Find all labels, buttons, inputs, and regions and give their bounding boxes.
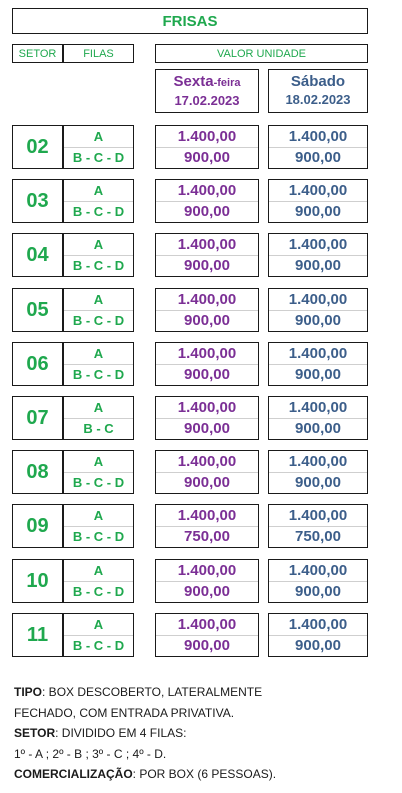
- sexta-price-a: 1.400,00: [156, 343, 258, 365]
- sexta-price-cell: [155, 613, 259, 657]
- table-row: [0, 450, 402, 494]
- sabado-price-cell: [268, 613, 368, 657]
- table-row: [0, 179, 402, 223]
- table-row: [0, 559, 402, 603]
- sabado-price-b: 900,00: [295, 312, 341, 329]
- setor-number: 02: [12, 125, 63, 169]
- table-row: [0, 288, 402, 332]
- sabado-price-cell: [268, 342, 368, 386]
- fila-b: B - C - D: [72, 313, 125, 328]
- sabado-price-b: 750,00: [295, 528, 341, 545]
- sexta-price-a: 1.400,00: [156, 126, 258, 148]
- note-tipo: TIPO: BOX DESCOBERTO, LATERALMENTE: [14, 685, 263, 699]
- day-name: Sexta-feira: [173, 72, 241, 90]
- sexta-price-cell: [155, 233, 259, 277]
- sexta-price-cell: [155, 504, 259, 548]
- table-row: [0, 396, 402, 440]
- filas-cell: [63, 504, 134, 548]
- setor-number: 07: [12, 396, 63, 440]
- filas-cell: [63, 613, 134, 657]
- table-row: [0, 233, 402, 277]
- sabado-price-b: 900,00: [295, 583, 341, 600]
- header-setor: SETOR: [12, 44, 63, 63]
- fila-b: B - C - D: [72, 638, 125, 653]
- sabado-price-a: 1.400,00: [269, 289, 367, 311]
- setor-number: 03: [12, 179, 63, 223]
- sabado-price-a: 1.400,00: [269, 560, 367, 582]
- fila-b: B - C: [83, 421, 114, 436]
- sabado-price-b: 900,00: [295, 366, 341, 383]
- sexta-price-b: 900,00: [184, 474, 230, 491]
- fila-a: A: [64, 126, 133, 148]
- header-valor-unidade: VALOR UNIDADE: [155, 44, 368, 63]
- table-row: [0, 342, 402, 386]
- setor-number: 08: [12, 450, 63, 494]
- fila-a: A: [64, 451, 133, 473]
- sabado-price-cell: [268, 288, 368, 332]
- note-tipo-cont: FECHADO, COM ENTRADA PRIVATIVA.: [14, 705, 235, 720]
- fila-b: B - C - D: [72, 584, 125, 599]
- sabado-price-cell: [268, 179, 368, 223]
- sexta-price-a: 1.400,00: [156, 560, 258, 582]
- sabado-price-a: 1.400,00: [269, 234, 367, 256]
- note-filas: 1º - A ; 2º - B ; 3º - C ; 4º - D.: [14, 746, 167, 761]
- filas-cell: [63, 342, 134, 386]
- sexta-price-a: 1.400,00: [156, 451, 258, 473]
- sexta-price-a: 1.400,00: [156, 505, 258, 527]
- setor-number: 09: [12, 504, 63, 548]
- fila-b: B - C - D: [72, 529, 125, 544]
- sexta-price-b: 900,00: [184, 257, 230, 274]
- fila-a: A: [64, 397, 133, 419]
- sexta-price-cell: [155, 288, 259, 332]
- sexta-price-b: 900,00: [184, 149, 230, 166]
- sexta-price-cell: [155, 179, 259, 223]
- note-comercializacao: COMERCIALIZAÇÃO: POR BOX (6 PESSOAS).: [14, 767, 277, 781]
- filas-cell: [63, 450, 134, 494]
- sexta-price-b: 900,00: [184, 637, 230, 654]
- notes: [14, 682, 394, 785]
- filas-cell: [63, 179, 134, 223]
- page-title: FRISAS: [12, 8, 368, 34]
- sexta-price-b: 900,00: [184, 312, 230, 329]
- header-filas: FILAS: [63, 44, 134, 63]
- fila-b: B - C - D: [72, 204, 125, 219]
- sabado-price-a: 1.400,00: [269, 451, 367, 473]
- sexta-price-a: 1.400,00: [156, 180, 258, 202]
- sabado-price-cell: [268, 233, 368, 277]
- sabado-price-a: 1.400,00: [269, 343, 367, 365]
- fila-a: A: [64, 343, 133, 365]
- sexta-price-b: 900,00: [184, 420, 230, 437]
- fila-a: A: [64, 614, 133, 636]
- fila-a: A: [64, 289, 133, 311]
- setor-number: 11: [12, 613, 63, 657]
- day-name: Sábado: [290, 73, 346, 90]
- sexta-price-b: 750,00: [184, 528, 230, 545]
- day-header-sexta: [155, 69, 259, 113]
- day-date: 17.02.2023: [174, 92, 240, 108]
- sabado-price-cell: [268, 504, 368, 548]
- fila-b: B - C - D: [72, 367, 125, 382]
- sexta-price-b: 900,00: [184, 583, 230, 600]
- sabado-price-b: 900,00: [295, 474, 341, 491]
- sabado-price-a: 1.400,00: [269, 505, 367, 527]
- table-row: [0, 125, 402, 169]
- filas-cell: [63, 125, 134, 169]
- sabado-price-b: 900,00: [295, 637, 341, 654]
- filas-cell: [63, 396, 134, 440]
- sabado-price-cell: [268, 450, 368, 494]
- filas-cell: [63, 288, 134, 332]
- day-header-sabado: [268, 69, 368, 113]
- setor-number: 06: [12, 342, 63, 386]
- note-setor: SETOR: DIVIDIDO EM 4 FILAS:: [14, 726, 187, 740]
- setor-number: 05: [12, 288, 63, 332]
- filas-cell: [63, 559, 134, 603]
- sexta-price-cell: [155, 125, 259, 169]
- sabado-price-b: 900,00: [295, 420, 341, 437]
- sabado-price-a: 1.400,00: [269, 180, 367, 202]
- fila-b: B - C - D: [72, 150, 125, 165]
- sabado-price-cell: [268, 559, 368, 603]
- sexta-price-cell: [155, 559, 259, 603]
- setor-number: 04: [12, 233, 63, 277]
- sexta-price-a: 1.400,00: [156, 397, 258, 419]
- day-date: 18.02.2023: [285, 92, 351, 107]
- sabado-price-b: 900,00: [295, 203, 341, 220]
- sexta-price-cell: [155, 342, 259, 386]
- sexta-price-a: 1.400,00: [156, 614, 258, 636]
- sabado-price-b: 900,00: [295, 257, 341, 274]
- sexta-price-cell: [155, 450, 259, 494]
- sexta-price-a: 1.400,00: [156, 234, 258, 256]
- fila-b: B - C - D: [72, 475, 125, 490]
- sexta-price-b: 900,00: [184, 366, 230, 383]
- fila-a: A: [64, 560, 133, 582]
- table-row: [0, 504, 402, 548]
- sabado-price-a: 1.400,00: [269, 614, 367, 636]
- sabado-price-a: 1.400,00: [269, 397, 367, 419]
- fila-a: A: [64, 505, 133, 527]
- fila-a: A: [64, 180, 133, 202]
- fila-b: B - C - D: [72, 258, 125, 273]
- sabado-price-b: 900,00: [295, 149, 341, 166]
- sabado-price-cell: [268, 396, 368, 440]
- sabado-price-a: 1.400,00: [269, 126, 367, 148]
- setor-number: 10: [12, 559, 63, 603]
- sabado-price-cell: [268, 125, 368, 169]
- sexta-price-b: 900,00: [184, 203, 230, 220]
- filas-cell: [63, 233, 134, 277]
- table-row: [0, 613, 402, 657]
- fila-a: A: [64, 234, 133, 256]
- sexta-price-a: 1.400,00: [156, 289, 258, 311]
- sexta-price-cell: [155, 396, 259, 440]
